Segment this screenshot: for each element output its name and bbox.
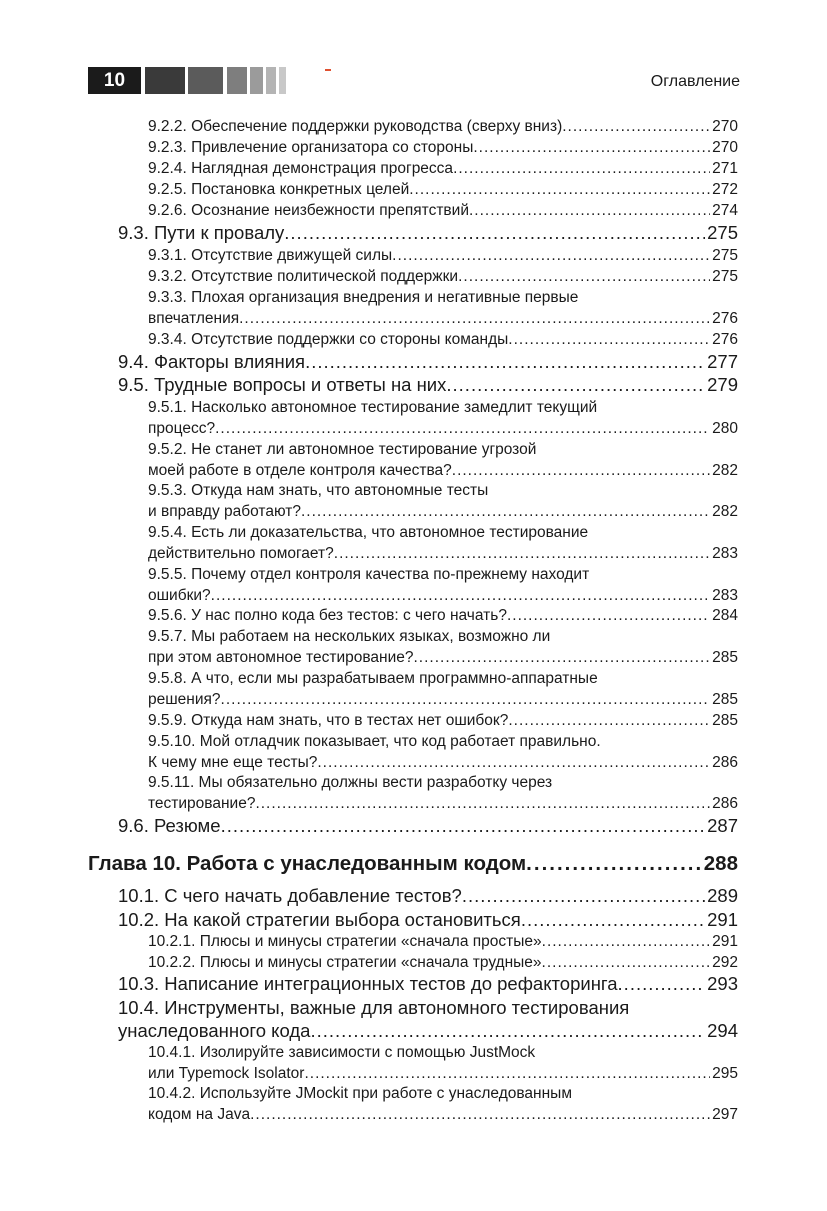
toc-entry-page: 283: [712, 545, 738, 562]
toc-entry: [148, 522, 738, 564]
toc-entry-title: 9.2.3. Привлечение организатора со стороны: [148, 139, 474, 156]
toc-entry: [148, 772, 738, 814]
dot-leader: [250, 1104, 710, 1125]
toc-entry-title: тестирование?: [148, 795, 256, 812]
toc-entry: [148, 931, 738, 952]
toc-entry-title: 10.2.2. Плюсы и минусы стратегии «сначала трудные»: [148, 954, 542, 971]
toc-entry-page: 294: [707, 1020, 738, 1041]
toc-entry-page: 284: [712, 607, 738, 624]
toc-entry: [148, 439, 738, 481]
dot-leader: [211, 585, 710, 606]
toc-entry: [118, 884, 738, 907]
toc-entry-page: 297: [712, 1106, 738, 1123]
toc-entry-page: 282: [712, 503, 738, 520]
dot-leader: [304, 1063, 710, 1084]
toc-entry-title: ошибки?: [148, 587, 211, 604]
toc-chapter-entry: [88, 851, 738, 877]
toc-entry: [148, 329, 738, 350]
toc-chapter-title: Глава 10. Работа с унаследованным кодом: [88, 852, 527, 875]
toc-entry-title: при этом автономное тестирование?: [148, 649, 414, 666]
toc-entry-page: 279: [707, 374, 738, 395]
toc-entry: [148, 480, 738, 522]
toc-entry-title-line: 9.5.8. А что, если мы разрабатываем программно-аппаратные: [148, 670, 598, 687]
dot-leader: [453, 158, 710, 179]
dot-leader: [508, 329, 710, 350]
toc-entry: [148, 266, 738, 287]
toc-entry-title-line: 9.5.3. Откуда нам знать, что автономные тесты: [148, 482, 489, 499]
toc-entry: [148, 952, 738, 973]
toc-entry: [148, 1083, 738, 1125]
dot-leader: [317, 752, 710, 773]
toc-entry: [148, 137, 738, 158]
toc-entry: [118, 814, 738, 837]
toc-entry-title: действительно помогает?: [148, 545, 334, 562]
toc-entry: [118, 996, 738, 1042]
toc-entry-page: 275: [712, 268, 738, 285]
toc-entry: [118, 350, 738, 373]
toc-entry-title-line: 10.4.1. Изолируйте зависимости с помощью JustMock: [148, 1044, 536, 1061]
toc-entry-page: 275: [707, 222, 738, 243]
dot-leader: [473, 137, 710, 158]
dot-leader: [469, 200, 710, 221]
dot-leader: [562, 116, 710, 137]
dot-leader: [414, 647, 711, 668]
toc-entry-title: или Typemock Isolator: [148, 1065, 305, 1082]
toc-entry: [148, 668, 738, 710]
dot-leader: [507, 605, 710, 626]
toc-entry-title: 9.2.4. Наглядная демонстрация прогресса: [148, 160, 454, 177]
toc-entry-title: процесс?: [148, 420, 216, 437]
toc-entry-title: 9.3. Пути к провалу: [118, 222, 285, 243]
toc-entry-title: 9.4. Факторы влияния: [118, 351, 306, 372]
dot-leader: [392, 245, 710, 266]
dot-leader: [305, 350, 705, 373]
toc-entry: [148, 564, 738, 606]
toc-entry-title: кодом на Java: [148, 1106, 251, 1123]
toc-entry-title-line: 9.5.4. Есть ли доказательства, что автономное тестирование: [148, 524, 589, 541]
toc-entry-title-line: 9.5.11. Мы обязательно должны вести разработку через: [148, 774, 553, 791]
toc-entry: [148, 287, 738, 329]
toc-entry: [148, 179, 738, 200]
dot-leader: [409, 179, 710, 200]
toc-entry-page: 272: [712, 181, 738, 198]
toc-entry-title-line: 9.5.5. Почему отдел контроля качества по-прежнему находит: [148, 566, 590, 583]
toc-entry: [148, 116, 738, 137]
dot-leader: [255, 793, 710, 814]
toc-entry: [148, 626, 738, 668]
toc-entry-page: 285: [712, 649, 738, 666]
toc-entry-page: 286: [712, 795, 738, 812]
toc-entry: [118, 373, 738, 396]
toc-entry-page: 292: [712, 954, 738, 971]
toc-entry-title: 10.3. Написание интеграционных тестов до рефакторинга: [118, 973, 618, 994]
toc-entry-title: 9.3.1. Отсутствие движущей силы: [148, 247, 393, 264]
toc-entry-title-line: 9.5.10. Мой отладчик показывает, что код работает правильно.: [148, 733, 601, 750]
toc-entry-title: 10.2.1. Плюсы и минусы стратегии «сначала простые»: [148, 933, 542, 950]
dot-leader: [334, 543, 710, 564]
dot-leader: [462, 884, 705, 907]
toc-entry-title-line: 10.4. Инструменты, важные для автономного тестирования: [118, 997, 630, 1018]
toc-entry-title: унаследованного кода: [118, 1020, 311, 1041]
toc-entry-page: 286: [712, 754, 738, 771]
toc-entry-page: 274: [712, 202, 738, 219]
toc-entry-page: 295: [712, 1065, 738, 1082]
toc-entry: [148, 158, 738, 179]
toc-entry-title: 9.5. Трудные вопросы и ответы на них: [118, 374, 447, 395]
dot-leader: [458, 266, 710, 287]
toc-entry-title: 10.2. На какой стратегии выбора остановиться: [118, 909, 521, 930]
toc-entry-page: 276: [712, 331, 738, 348]
toc-entry-title: 9.2.5. Постановка конкретных целей: [148, 181, 410, 198]
toc-entry-title-line: 10.4.2. Используйте JMockit при работе с унаследованным: [148, 1085, 572, 1102]
page-number: 10: [88, 67, 141, 94]
toc-entry: [118, 221, 738, 244]
toc-entry-page: 285: [712, 691, 738, 708]
toc-entry-title-line: 9.5.2. Не станет ли автономное тестирование угрозой: [148, 441, 537, 458]
toc-entry-title: впечатления: [148, 310, 240, 327]
toc-entry-title: 9.5.6. У нас полно кода без тестов: с чего начать?: [148, 607, 507, 624]
toc-entry-page: 280: [712, 420, 738, 437]
dot-leader: [452, 460, 710, 481]
dot-leader: [446, 373, 705, 396]
toc-chapter-page: 288: [703, 852, 738, 875]
toc-entry: [148, 1042, 738, 1084]
toc-entry: [148, 245, 738, 266]
toc-entry-title: 9.2.6. Осознание неизбежности препятствий: [148, 202, 469, 219]
toc-entry: [148, 710, 738, 731]
toc-entry: [148, 605, 738, 626]
toc-entry: [148, 200, 738, 221]
dot-leader: [284, 221, 705, 244]
toc-entry-page: 285: [712, 712, 738, 729]
toc-entry-page: 271: [712, 160, 738, 177]
toc-entry-page: 283: [712, 587, 738, 604]
toc-entry-title: решения?: [148, 691, 221, 708]
toc-entry-title: 9.5.9. Откуда нам знать, что в тестах нет ошибок?: [148, 712, 509, 729]
dot-leader: [221, 814, 706, 837]
toc-entry-title: 9.2.2. Обеспечение поддержки руководства (сверху вниз): [148, 118, 563, 135]
section-title: Оглавление: [650, 73, 740, 90]
toc-entry-title-line: 9.5.7. Мы работаем на нескольких языках, возможно ли: [148, 628, 551, 645]
toc-entry-page: 270: [712, 118, 738, 135]
dot-leader: [542, 931, 710, 952]
toc-entry-title: моей работе в отделе контроля качества?: [148, 462, 452, 479]
dot-leader: [221, 689, 711, 710]
toc-entry-page: 289: [707, 885, 738, 906]
dot-leader: [239, 308, 710, 329]
dot-leader: [618, 972, 706, 995]
toc-entry-title-line: 9.5.1. Насколько автономное тестирование замедлит текущий: [148, 399, 598, 416]
toc-entry-title: К чему мне еще тесты?: [148, 754, 318, 771]
toc-entry: [118, 908, 738, 931]
toc-entry-page: 291: [707, 909, 738, 930]
dot-leader: [521, 908, 705, 931]
dot-leader: [301, 501, 710, 522]
dot-leader: [526, 851, 702, 877]
toc-entry: [118, 972, 738, 995]
toc-entry-page: 291: [712, 933, 738, 950]
toc-entry-title-line: 9.3.3. Плохая организация внедрения и негативные первые: [148, 289, 579, 306]
toc-entry-title: 9.3.4. Отсутствие поддержки со стороны команды: [148, 331, 509, 348]
toc-entry: [148, 397, 738, 439]
dot-leader: [310, 1019, 705, 1042]
dot-leader: [542, 952, 711, 973]
dot-leader: [508, 710, 710, 731]
toc-entry-title: 9.3.2. Отсутствие политической поддержки: [148, 268, 459, 285]
toc-entry: [148, 731, 738, 773]
toc-entry-page: 282: [712, 462, 738, 479]
toc-entry-page: 277: [707, 351, 738, 372]
toc-entry-page: 270: [712, 139, 738, 156]
toc-entry-page: 293: [707, 973, 738, 994]
toc-entry-page: 287: [707, 815, 738, 836]
toc-entry-title: 10.1. С чего начать добавление тестов?: [118, 885, 462, 906]
toc-entry-title: и вправду работают?: [148, 503, 301, 520]
toc-entry-page: 276: [712, 310, 738, 327]
dot-leader: [215, 418, 710, 439]
toc-entry-page: 275: [712, 247, 738, 264]
toc-entry-title: 9.6. Резюме: [118, 815, 221, 836]
